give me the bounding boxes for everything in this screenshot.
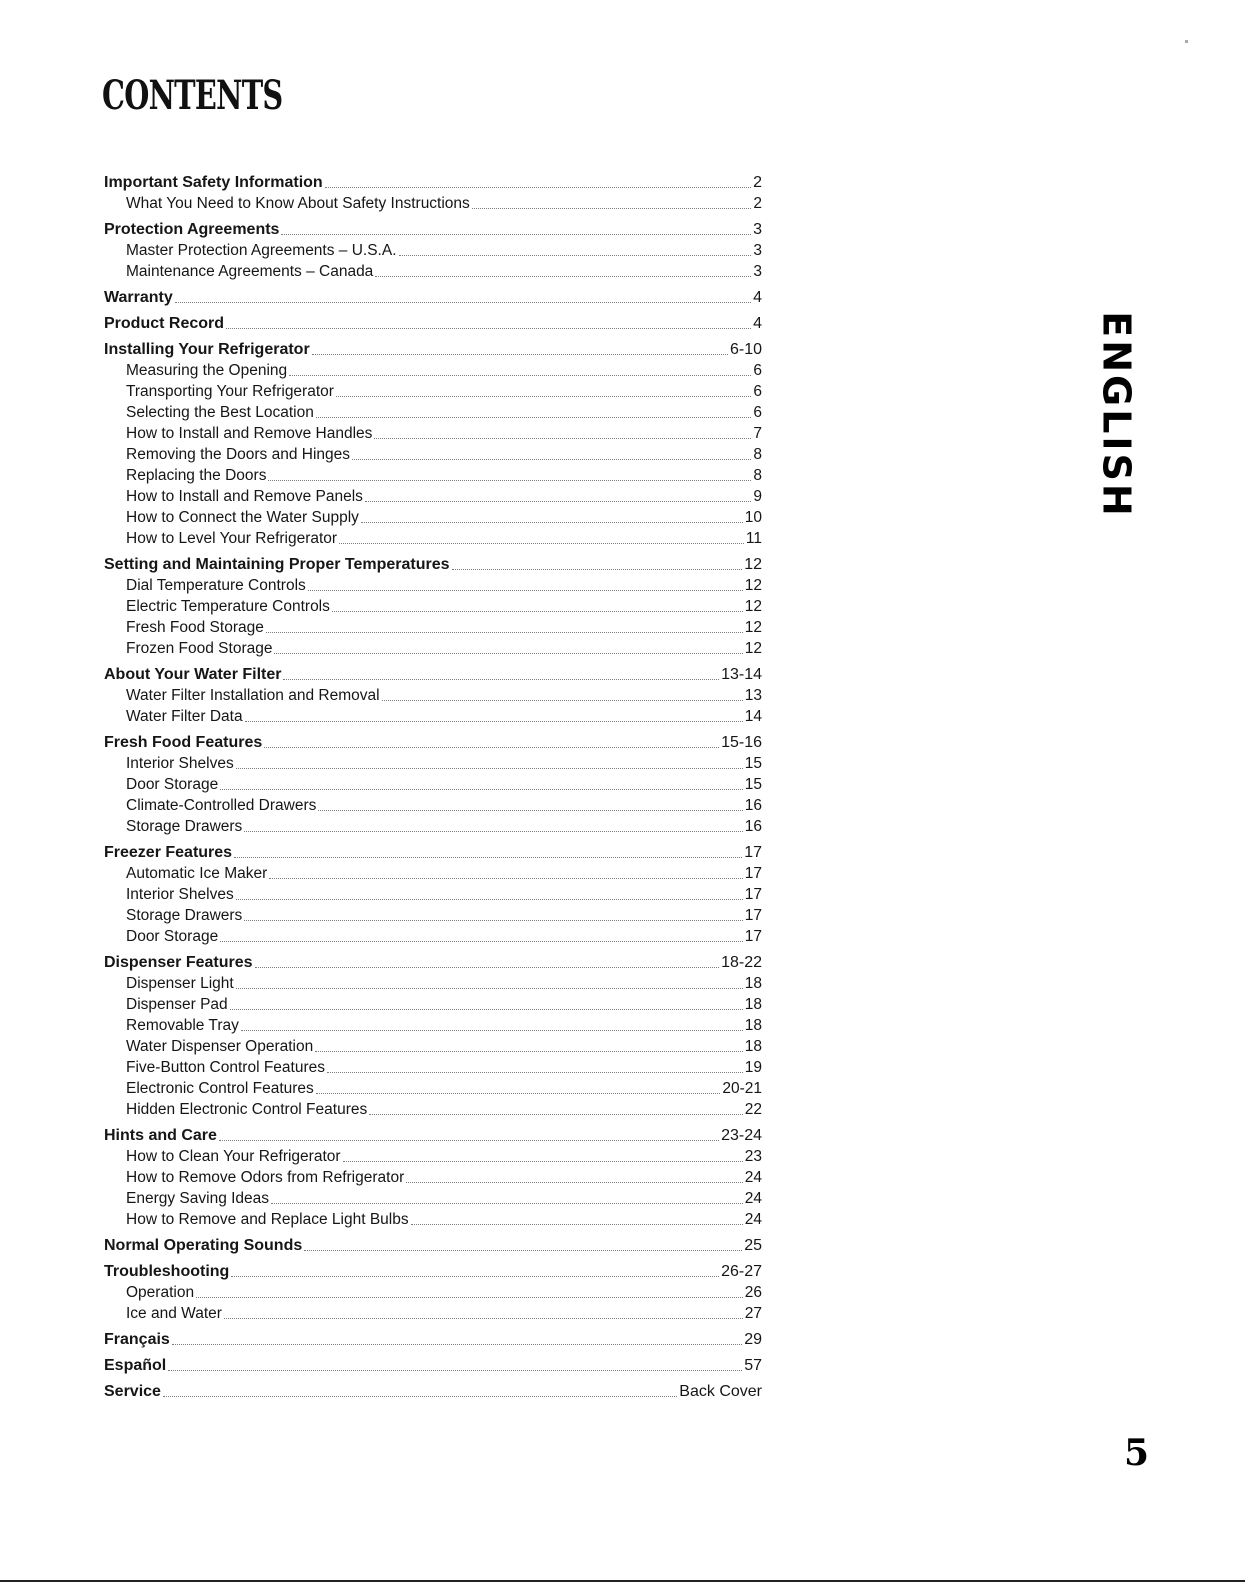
- toc-entry-page: 25: [744, 1237, 762, 1254]
- toc-leader-dots: [361, 521, 743, 523]
- toc-entry-label: Dial Temperature Controls: [126, 577, 306, 594]
- toc-entry-label: Setting and Maintaining Proper Temperatures: [104, 556, 450, 573]
- language-tab: [1095, 310, 1140, 519]
- toc-entry-label: Warranty: [104, 289, 173, 306]
- toc-entry-page: 19: [744, 1059, 762, 1076]
- toc-subentry: [104, 507, 762, 528]
- toc-entry-label: Automatic Ice Maker: [126, 865, 268, 882]
- toc-leader-dots: [327, 1071, 743, 1073]
- toc-leader-dots: [269, 877, 742, 879]
- toc-entry-page: 8: [753, 446, 762, 463]
- toc-entry-page: 18-22: [721, 954, 762, 971]
- toc-leader-dots: [365, 500, 751, 502]
- toc-subentry: [104, 1015, 762, 1036]
- toc-subentry: [104, 381, 762, 402]
- toc-entry-label: Interior Shelves: [126, 755, 234, 772]
- toc-subentry: [104, 926, 762, 947]
- toc-entry-page: 24: [744, 1190, 762, 1207]
- toc-entry-label: Fresh Food Features: [104, 734, 263, 751]
- toc-entry-page: 26: [744, 1284, 762, 1301]
- toc-leader-dots: [452, 568, 743, 570]
- toc-entry-label: Dispenser Pad: [126, 996, 228, 1013]
- toc-leader-dots: [268, 479, 751, 481]
- toc-entry-page: 20-21: [722, 1080, 762, 1097]
- toc-leader-dots: [281, 233, 751, 235]
- toc-subentry: [104, 1167, 762, 1188]
- toc-leader-dots: [411, 1223, 743, 1225]
- toc-leader-dots: [172, 1343, 742, 1345]
- toc-entry-label: Operation: [126, 1284, 195, 1301]
- toc-entry-label: How to Remove and Replace Light Bulbs: [126, 1211, 409, 1228]
- toc-entry-page: 6: [753, 404, 762, 421]
- toc-entry-label: Maintenance Agreements – Canada: [126, 263, 374, 280]
- toc-leader-dots: [224, 1317, 743, 1319]
- toc-leader-dots: [220, 940, 743, 942]
- toc-subentry: [104, 753, 762, 774]
- toc-entry-label: Water Dispenser Operation: [126, 1038, 314, 1055]
- toc-section-entry: [104, 1355, 762, 1376]
- toc-subentry: [104, 884, 762, 905]
- bottom-rule: [0, 1580, 1245, 1582]
- toc-leader-dots: [219, 1139, 719, 1141]
- toc-leader-dots: [236, 898, 743, 900]
- toc-leader-dots: [226, 327, 751, 329]
- toc-entry-label: Storage Drawers: [126, 907, 243, 924]
- toc-subentry: [104, 423, 762, 444]
- toc-subentry: [104, 1146, 762, 1167]
- toc-entry-label: What You Need to Know About Safety Instructions: [126, 195, 470, 212]
- toc-entry-label: Removable Tray: [126, 1017, 239, 1034]
- toc-leader-dots: [336, 395, 751, 397]
- table-of-contents: [104, 172, 762, 1402]
- toc-entry-label: Selecting the Best Location: [126, 404, 314, 421]
- scan-mark: [1185, 40, 1188, 43]
- toc-subentry: [104, 575, 762, 596]
- toc-subentry: [104, 774, 762, 795]
- toc-entry-page: 17: [744, 907, 762, 924]
- toc-section-entry: [104, 1125, 762, 1146]
- toc-section-entry: [104, 1261, 762, 1282]
- toc-entry-page: 17: [744, 844, 762, 861]
- toc-entry-page: 23-24: [721, 1127, 762, 1144]
- toc-entry-label: Electronic Control Features: [126, 1080, 314, 1097]
- toc-entry-label: Door Storage: [126, 928, 219, 945]
- toc-leader-dots: [352, 458, 751, 460]
- toc-leader-dots: [325, 186, 751, 188]
- toc-subentry: [104, 1099, 762, 1120]
- toc-entry-label: Fresh Food Storage: [126, 619, 264, 636]
- toc-section-entry: [104, 664, 762, 685]
- toc-entry-page: 6: [753, 383, 762, 400]
- toc-subentry: [104, 596, 762, 617]
- toc-leader-dots: [369, 1113, 743, 1115]
- toc-entry-label: Master Protection Agreements – U.S.A.: [126, 242, 397, 259]
- toc-entry-label: Water Filter Installation and Removal: [126, 687, 380, 704]
- toc-entry-page: 6-10: [729, 341, 762, 358]
- toc-subentry: [104, 863, 762, 884]
- toc-subentry: [104, 905, 762, 926]
- toc-entry-page: 2: [753, 195, 762, 212]
- toc-subentry: [104, 402, 762, 423]
- toc-entry-label: Energy Saving Ideas: [126, 1190, 270, 1207]
- toc-entry-label: Freezer Features: [104, 844, 233, 861]
- toc-subentry: [104, 1188, 762, 1209]
- toc-leader-dots: [168, 1369, 742, 1371]
- toc-entry-page: 24: [744, 1169, 762, 1186]
- toc-subentry: [104, 1078, 762, 1099]
- toc-leader-dots: [399, 254, 752, 256]
- toc-entry-label: Hidden Electronic Control Features: [126, 1101, 368, 1118]
- toc-entry-label: Dispenser Light: [126, 975, 234, 992]
- toc-entry-label: Door Storage: [126, 776, 219, 793]
- toc-leader-dots: [332, 610, 743, 612]
- toc-subentry: [104, 795, 762, 816]
- toc-entry-label: Five-Button Control Features: [126, 1059, 326, 1076]
- toc-section-entry: [104, 842, 762, 863]
- toc-entry-page: 17: [744, 865, 762, 882]
- toc-entry-label: Hints and Care: [104, 1127, 217, 1144]
- toc-leader-dots: [236, 767, 743, 769]
- toc-leader-dots: [220, 788, 743, 790]
- toc-entry-label: Water Filter Data: [126, 708, 243, 725]
- toc-entry-page: 4: [753, 289, 762, 306]
- toc-leader-dots: [339, 542, 744, 544]
- toc-section-entry: [104, 952, 762, 973]
- toc-entry-page: 2: [753, 174, 762, 191]
- toc-entry-page: 6: [753, 362, 762, 379]
- toc-entry-page: 23: [744, 1148, 762, 1165]
- toc-section-entry: [104, 339, 762, 360]
- toc-entry-page: 8: [753, 467, 762, 484]
- toc-leader-dots: [244, 919, 742, 921]
- toc-section-entry: [104, 313, 762, 334]
- toc-entry-label: Protection Agreements: [104, 221, 280, 238]
- toc-leader-dots: [283, 678, 719, 680]
- toc-section-entry: [104, 1381, 762, 1402]
- toc-entry-label: Electric Temperature Controls: [126, 598, 330, 615]
- toc-leader-dots: [318, 809, 742, 811]
- toc-leader-dots: [271, 1202, 743, 1204]
- toc-subentry: [104, 1303, 762, 1324]
- toc-section-entry: [104, 1235, 762, 1256]
- toc-entry-page: 16: [744, 818, 762, 835]
- toc-leader-dots: [312, 353, 728, 355]
- toc-subentry: [104, 360, 762, 381]
- toc-entry-label: Climate-Controlled Drawers: [126, 797, 317, 814]
- toc-leader-dots: [255, 966, 720, 968]
- page-number: 5: [1124, 1432, 1150, 1474]
- toc-entry-page: 18: [744, 975, 762, 992]
- toc-leader-dots: [241, 1029, 743, 1031]
- page-title: CONTENTS: [102, 72, 283, 119]
- toc-entry-page: 12: [744, 556, 762, 573]
- toc-subentry: [104, 638, 762, 659]
- toc-section-entry: [104, 172, 762, 193]
- toc-entry-page: 7: [753, 425, 762, 442]
- toc-subentry: [104, 240, 762, 261]
- toc-section-entry: [104, 287, 762, 308]
- toc-entry-page: 9: [753, 488, 762, 505]
- toc-leader-dots: [315, 1050, 743, 1052]
- toc-entry-page: 57: [744, 1357, 762, 1374]
- toc-section-entry: [104, 732, 762, 753]
- toc-entry-page: 4: [753, 315, 762, 332]
- toc-entry-page: 18: [744, 996, 762, 1013]
- toc-leader-dots: [245, 720, 743, 722]
- toc-entry-page: 29: [744, 1331, 762, 1348]
- toc-entry-page: 26-27: [721, 1263, 762, 1280]
- toc-entry-label: Español: [104, 1357, 167, 1374]
- toc-leader-dots: [264, 746, 719, 748]
- toc-entry-page: 11: [745, 530, 762, 547]
- toc-entry-page: 12: [744, 598, 762, 615]
- toc-entry-page: 15: [744, 776, 762, 793]
- toc-leader-dots: [231, 1275, 719, 1277]
- toc-entry-page: 12: [744, 577, 762, 594]
- toc-entry-page: 10: [744, 509, 762, 526]
- toc-subentry: [104, 1036, 762, 1057]
- toc-leader-dots: [374, 437, 751, 439]
- toc-entry-label: Troubleshooting: [104, 1263, 230, 1280]
- toc-leader-dots: [375, 275, 751, 277]
- toc-leader-dots: [230, 1008, 743, 1010]
- toc-leader-dots: [244, 830, 742, 832]
- toc-subentry: [104, 617, 762, 638]
- toc-leader-dots: [343, 1160, 743, 1162]
- toc-entry-label: Ice and Water: [126, 1305, 222, 1322]
- toc-entry-label: How to Install and Remove Handles: [126, 425, 373, 442]
- toc-leader-dots: [316, 416, 752, 418]
- toc-entry-label: Removing the Doors and Hinges: [126, 446, 351, 463]
- toc-subentry: [104, 465, 762, 486]
- toc-subentry: [104, 1057, 762, 1078]
- toc-entry-page: 15-16: [721, 734, 762, 751]
- toc-entry-page: 27: [744, 1305, 762, 1322]
- toc-subentry: [104, 685, 762, 706]
- toc-entry-page: 22: [744, 1101, 762, 1118]
- toc-entry-page: 18: [744, 1017, 762, 1034]
- toc-subentry: [104, 1282, 762, 1303]
- toc-entry-label: Measuring the Opening: [126, 362, 288, 379]
- toc-leader-dots: [266, 631, 743, 633]
- toc-entry-page: 16: [744, 797, 762, 814]
- toc-entry-page: 3: [753, 242, 762, 259]
- toc-subentry: [104, 261, 762, 282]
- toc-entry-label: Transporting Your Refrigerator: [126, 383, 334, 400]
- toc-entry-page: 3: [753, 221, 762, 238]
- toc-entry-label: Product Record: [104, 315, 225, 332]
- toc-entry-page: 13-14: [721, 666, 762, 683]
- toc-entry-page: 12: [744, 619, 762, 636]
- toc-leader-dots: [304, 1249, 742, 1251]
- toc-leader-dots: [316, 1092, 721, 1094]
- toc-entry-page: 12: [744, 640, 762, 657]
- toc-entry-page: 24: [744, 1211, 762, 1228]
- toc-leader-dots: [308, 589, 743, 591]
- toc-subentry: [104, 973, 762, 994]
- toc-entry-label: Français: [104, 1331, 170, 1348]
- toc-leader-dots: [196, 1296, 743, 1298]
- toc-entry-label: How to Install and Remove Panels: [126, 488, 363, 505]
- toc-entry-page: 14: [744, 708, 762, 725]
- toc-entry-label: About Your Water Filter: [104, 666, 282, 683]
- toc-subentry: [104, 528, 762, 549]
- toc-subentry: [104, 816, 762, 837]
- toc-entry-label: Service: [104, 1383, 161, 1400]
- toc-entry-label: Normal Operating Sounds: [104, 1237, 303, 1254]
- toc-entry-label: How to Clean Your Refrigerator: [126, 1148, 341, 1165]
- toc-section-entry: [104, 219, 762, 240]
- toc-leader-dots: [289, 374, 751, 376]
- toc-entry-label: Frozen Food Storage: [126, 640, 273, 657]
- toc-entry-label: Interior Shelves: [126, 886, 234, 903]
- toc-entry-label: How to Level Your Refrigerator: [126, 530, 338, 547]
- toc-entry-page: 15: [744, 755, 762, 772]
- toc-leader-dots: [406, 1181, 743, 1183]
- toc-leader-dots: [382, 699, 743, 701]
- toc-entry-page: 18: [744, 1038, 762, 1055]
- toc-leader-dots: [274, 652, 742, 654]
- toc-leader-dots: [234, 856, 742, 858]
- toc-entry-page: Back Cover: [679, 1383, 762, 1400]
- language-tab-label: ENGLISH: [1095, 310, 1140, 519]
- toc-subentry: [104, 1209, 762, 1230]
- toc-section-entry: [104, 1329, 762, 1350]
- toc-entry-page: 13: [744, 687, 762, 704]
- toc-subentry: [104, 193, 762, 214]
- toc-entry-label: How to Connect the Water Supply: [126, 509, 359, 526]
- toc-leader-dots: [163, 1395, 677, 1397]
- toc-leader-dots: [236, 987, 743, 989]
- toc-entry-label: How to Remove Odors from Refrigerator: [126, 1169, 405, 1186]
- toc-subentry: [104, 444, 762, 465]
- toc-entry-page: 17: [744, 928, 762, 945]
- toc-entry-label: Storage Drawers: [126, 818, 243, 835]
- toc-subentry: [104, 994, 762, 1015]
- toc-subentry: [104, 706, 762, 727]
- toc-entry-label: Important Safety Information: [104, 174, 323, 191]
- toc-entry-page: 3: [753, 263, 762, 280]
- toc-entry-page: 17: [744, 886, 762, 903]
- toc-leader-dots: [175, 301, 751, 303]
- toc-leader-dots: [472, 207, 752, 209]
- toc-entry-label: Installing Your Refrigerator: [104, 341, 310, 358]
- toc-entry-label: Replacing the Doors: [126, 467, 267, 484]
- toc-subentry: [104, 486, 762, 507]
- toc-entry-label: Dispenser Features: [104, 954, 253, 971]
- toc-section-entry: [104, 554, 762, 575]
